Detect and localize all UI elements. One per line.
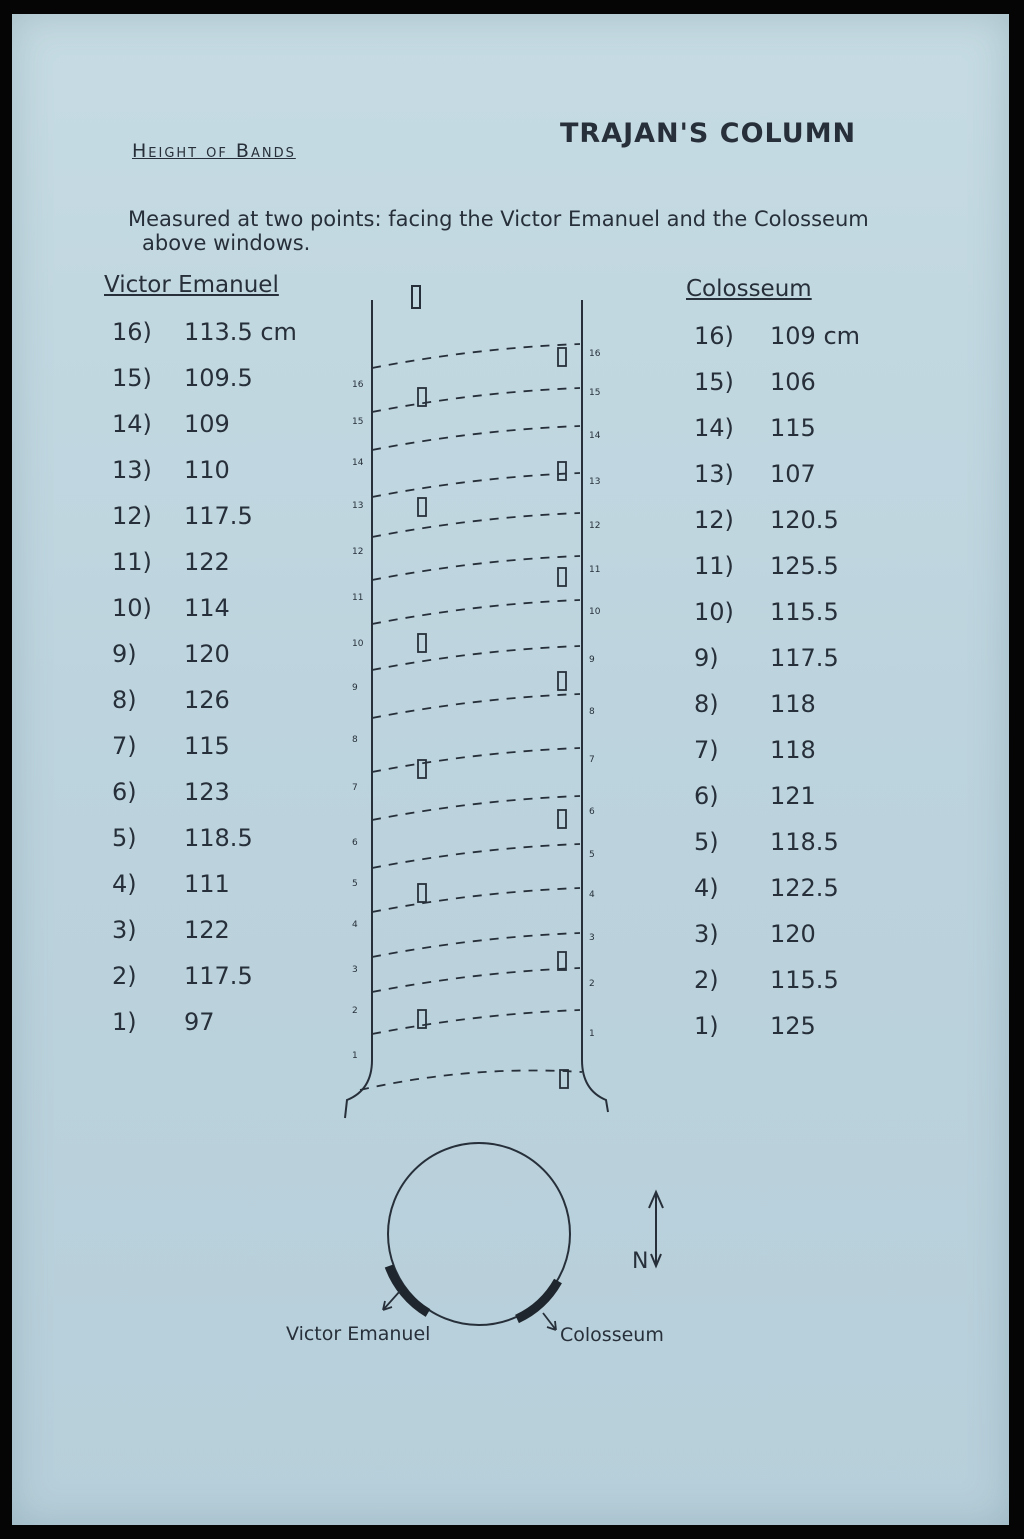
victor-emanuel-band-value: 97	[184, 1008, 215, 1036]
column-right-band-number: 2	[589, 979, 595, 989]
colosseum-band-number: 6)	[694, 782, 719, 810]
north-arrow-icon	[649, 1192, 663, 1266]
column-left-band-number: 1	[352, 1051, 358, 1061]
document-subtitle: Height of Bands	[132, 140, 296, 162]
victor-emanuel-band-number: 4)	[112, 870, 137, 898]
column-left-band-number: 7	[352, 783, 358, 793]
column-left-band-number: 2	[352, 1006, 358, 1016]
column-right-band-number: 13	[589, 477, 601, 487]
colosseum-plan-label: Colosseum	[560, 1324, 664, 1346]
colosseum-band-value: 125	[770, 1012, 816, 1040]
measurement-note-line-2: above windows.	[142, 231, 311, 255]
column-right-band-number: 11	[589, 565, 601, 575]
column-left-band-number: 3	[352, 965, 358, 975]
victor-emanuel-band-value: 122	[184, 548, 230, 576]
victor-emanuel-band-number: 7)	[112, 732, 137, 760]
victor-emanuel-band-value: 117.5	[184, 962, 253, 990]
victor-emanuel-band-number: 5)	[112, 824, 137, 852]
victor-emanuel-band-value: 122	[184, 916, 230, 944]
colosseum-band-value: 118	[770, 736, 816, 764]
column-right-band-number: 5	[589, 850, 595, 860]
colosseum-band-value: 107	[770, 460, 816, 488]
colosseum-band-number: 7)	[694, 736, 719, 764]
victor-emanuel-band-number: 3)	[112, 916, 137, 944]
victor-emanuel-band-value: 126	[184, 686, 230, 714]
colosseum-band-number: 13)	[694, 460, 734, 488]
column-left-band-number: 4	[352, 920, 358, 930]
victor-emanuel-band-number: 9)	[112, 640, 137, 668]
victor-emanuel-band-number: 15)	[112, 364, 152, 392]
colosseum-band-number: 9)	[694, 644, 719, 672]
victor-emanuel-band-value: 110	[184, 456, 230, 484]
victor-emanuel-band-number: 2)	[112, 962, 137, 990]
colosseum-band-value: 115.5	[770, 966, 839, 994]
column-right-band-number: 16	[589, 349, 601, 359]
victor-emanuel-band-value: 118.5	[184, 824, 253, 852]
column-right-band-number: 1	[589, 1029, 595, 1039]
north-label: N	[632, 1249, 649, 1274]
colosseum-band-value: 120.5	[770, 506, 839, 534]
victor-emanuel-arrow-icon	[383, 1291, 400, 1310]
colosseum-band-number: 14)	[694, 414, 734, 442]
victor-emanuel-band-number: 1)	[112, 1008, 137, 1036]
victor-emanuel-band-value: 109.5	[184, 364, 253, 392]
victor-emanuel-band-number: 6)	[112, 778, 137, 806]
victor-emanuel-band-number: 12)	[112, 502, 152, 530]
victor-emanuel-plan-label: Victor Emanuel	[286, 1323, 431, 1345]
column-right-band-number: 12	[589, 521, 601, 531]
column-left-band-number: 12	[352, 547, 364, 557]
column-right-band-number: 4	[589, 890, 595, 900]
colosseum-band-value: 115	[770, 414, 816, 442]
victor-emanuel-band-number: 16)	[112, 318, 152, 346]
colosseum-band-number: 11)	[694, 552, 734, 580]
colosseum-arrow-icon	[543, 1313, 556, 1330]
column-left-band-number: 9	[352, 683, 358, 693]
colosseum-band-value: 117.5	[770, 644, 839, 672]
colosseum-band-number: 3)	[694, 920, 719, 948]
column-right-band-number: 14	[589, 431, 601, 441]
colosseum-band-number: 15)	[694, 368, 734, 396]
colosseum-band-value: 109 cm	[770, 322, 861, 350]
colosseum-band-value: 120	[770, 920, 816, 948]
column-right-band-number: 8	[589, 707, 595, 717]
colosseum-marker	[517, 1281, 558, 1319]
colosseum-band-number: 8)	[694, 690, 719, 718]
colosseum-band-value: 125.5	[770, 552, 839, 580]
column-right-band-number: 3	[589, 933, 595, 943]
victor-emanuel-band-number: 14)	[112, 410, 152, 438]
colosseum-band-number: 4)	[694, 874, 719, 902]
victor-emanuel-band-value: 113.5 cm	[184, 318, 297, 346]
column-right-band-number: 6	[589, 807, 595, 817]
column-left-band-number: 13	[352, 501, 364, 511]
victor-emanuel-band-value: 111	[184, 870, 230, 898]
victor-emanuel-band-number: 8)	[112, 686, 137, 714]
measurement-note-line-1: Measured at two points: facing the Victor Emanuel and the Colosseum	[128, 207, 869, 231]
column-right-band-number: 9	[589, 655, 595, 665]
colosseum-band-number: 1)	[694, 1012, 719, 1040]
colosseum-band-number: 5)	[694, 828, 719, 856]
colosseum-band-number: 10)	[694, 598, 734, 626]
victor-emanuel-band-number: 13)	[112, 456, 152, 484]
colosseum-band-number: 16)	[694, 322, 734, 350]
column-left-band-number: 11	[352, 593, 364, 603]
victor-emanuel-heading: Victor Emanuel	[104, 272, 279, 298]
colosseum-band-number: 2)	[694, 966, 719, 994]
colosseum-band-value: 121	[770, 782, 816, 810]
colosseum-band-value: 106	[770, 368, 816, 396]
colosseum-heading: Colosseum	[686, 276, 812, 302]
colosseum-band-value: 118.5	[770, 828, 839, 856]
colosseum-band-value: 118	[770, 690, 816, 718]
document-title: TRAJAN'S COLUMN	[560, 118, 857, 149]
victor-emanuel-band-value: 123	[184, 778, 230, 806]
column-left-band-number: 14	[352, 458, 364, 468]
column-left-band-number: 10	[352, 639, 364, 649]
colosseum-band-value: 115.5	[770, 598, 839, 626]
column-left-band-number: 16	[352, 380, 364, 390]
column-left-band-number: 8	[352, 735, 358, 745]
victor-emanuel-band-number: 11)	[112, 548, 152, 576]
victor-emanuel-band-value: 115	[184, 732, 230, 760]
column-left-band-number: 15	[352, 417, 364, 427]
column-right-band-number: 15	[589, 388, 601, 398]
victor-emanuel-marker	[389, 1266, 428, 1313]
victor-emanuel-band-value: 117.5	[184, 502, 253, 530]
column-left-band-number: 6	[352, 838, 358, 848]
victor-emanuel-band-value: 114	[184, 594, 230, 622]
column-right-band-number: 7	[589, 755, 595, 765]
colosseum-band-value: 122.5	[770, 874, 839, 902]
victor-emanuel-band-value: 109	[184, 410, 230, 438]
column-left-band-number: 5	[352, 879, 358, 889]
column-right-band-number: 10	[589, 607, 601, 617]
victor-emanuel-band-number: 10)	[112, 594, 152, 622]
colosseum-band-number: 12)	[694, 506, 734, 534]
victor-emanuel-band-value: 120	[184, 640, 230, 668]
